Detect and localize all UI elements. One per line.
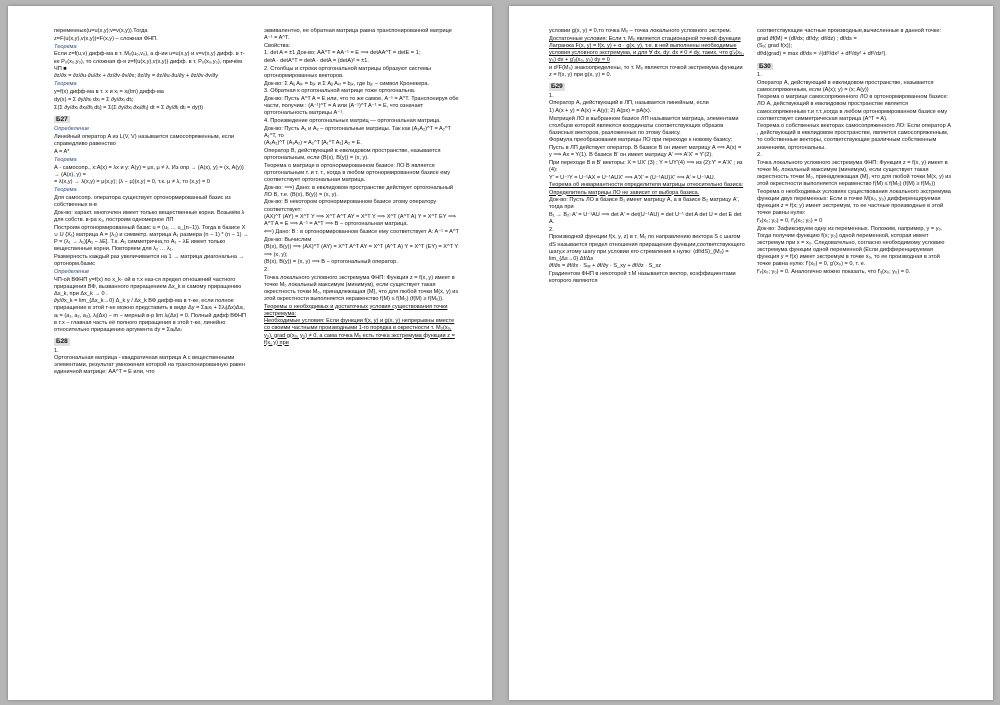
section-heading: Б28 [56, 338, 68, 346]
paragraph: Ортогональная матрица - квадратичная матрица A с вещественными элементами, результат умножения которой на транспонированную равен единичной матрице: AA^T = E или, что [54, 355, 245, 376]
paragraph: 1. [54, 347, 59, 354]
subheading: Определение [54, 268, 90, 275]
subheading: Теорема [54, 187, 77, 194]
paragraph: Размерность каждый раз увеличивается на 1 → матрица диагональна → ортонорм.базис [54, 253, 245, 267]
paragraph: 1. det A = ±1 Док-во: AA^T = AA⁻¹ = E ⟹ detAA^T = detE = 1; [264, 50, 421, 57]
paragraph: и d²F(M₀) знакоопределены, то т. M₀ является точкой экстремума функции z = f(x, y) при g(x, y) = 0. [549, 64, 743, 78]
section-heading: Б29 [551, 83, 563, 91]
paragraph: 2. [757, 152, 762, 159]
paragraph: 1. [549, 92, 554, 99]
paragraph: Свойства: [264, 42, 291, 49]
paragraph: Док-во: Зафиксируем одну из переменных. Положим, например, y = y₀. Тогда получим функцию f(x; y₀) одной переменной, которая имеет экстремум при x = x₀. Следовательно, согласно необходимому условию экстремума функции одной переменной (Если дифференцируемая функция y = f(x) имеет экстремум в точке x₀, то ее производная в этой точке равна нулю: f'(x₀) = 0, g'(x₀) = 0, т. е. [757, 225, 945, 268]
paragraph: Точка локального условного экстремума ФНП: Функция z = f(x, y) имеет в точке M₀ локальный максимум (минимум), если существует такая окрестность точки M₀, принадлежащая {M}, что для любой точки M(x, y) из этой окрестности выполняется неравенство f(M) ≤ f(M₀) (f(M) ≥ f(M₀)) [757, 159, 951, 188]
paragraph: При переходе B в B' векторы: X = UX' (3) ; Y = UY'(4) ⟹ из (2):Y' = A'X' ; из (4): [549, 159, 743, 174]
paragraph: Формула преобразования матрицы ЛО при переходе к новому базису: [549, 137, 733, 144]
paragraph: Оператор A, действующий в евклидовом пространстве, называется самосопряженным, если (A(x); y) = (x; A(y)) [757, 79, 934, 93]
paragraph: Док-во: Вычислим [264, 236, 312, 243]
column [757, 28, 953, 696]
paragraph: Оператор B, действующий в евклидовом пространстве, называется ортогональным, если (B(x), B(y)) = (x, y). [264, 148, 441, 162]
paragraph: переменных(u=u(x,y);v=v(x,y)).Тогда [54, 28, 148, 34]
paragraph: Док-во: ⟹) Дано: в евклидовом пространстве действует ортогональный ЛО B, т.е. (B(x), B(y)) = (x, y). [264, 184, 454, 198]
paragraph: (AX)^T (AY) = X^T Y ⟹ X^T A^T AY = X^T Y ⟹ X^T (A^T A) Y = X^T EY ⟹ A^T A = E ⟹ A⁻¹ = A^T ⟹ B – ортогональная матрица. [264, 214, 456, 228]
paragraph: условии g(x, y) = 0,то точка M₀ – точка локального условного экстрем. [549, 28, 732, 34]
paragraph: Док-во: характ. многочлен имеет только вещественные корни. Возьмём λ для собств. в-ра x₁, построим одномерное ЛП [54, 209, 245, 223]
paragraph: Теоремы о необходимых и достаточных условия существования точки экстремума: [264, 303, 448, 317]
paragraph: Достаточные условия: Если т. M₀ является стационарной точкой функции Лагранжа F(x, y) = f(x, y) + α · g(x, y), т.е. в ней выполнены необходимые условия условного экстремума, и для ∀ dx, dy: dx ≠ 0 ≠ dy, таких, что g'ₓ(x₀, y₀) dx + g'ᵧ(x₀, y₀) dy = 0 [549, 35, 744, 63]
paragraph: Точка локального условного экстремума ФНП: Функция z = f(x, y) имеет в точке M₀ локальный максимум (минимум), если существует такая окрестность точки M₀, принадлежащая {M}, что для любой точки M(x, y) из этой окрестности выполняется неравенство f(M) ≤ f(M₀) (f(M) ≥ f(M₀)). [264, 274, 458, 302]
paragraph: (B(x), B(y)) ⟹ (AX)^T (AY) = X^T A^T AY = X^T (A^T A) Y = X^T (EY) = X^T Y ⟹ (x, y); [264, 244, 459, 258]
paragraph: ⟸) Дано: B : в ортонормированном базисе ему соответствует A: A⁻¹ = A^T [264, 229, 459, 236]
paragraph: (A₁A₂)^T (A₁A₂) = A₂^T [A₁^T A₁] A₂ = E. [264, 140, 362, 147]
column [549, 28, 745, 696]
paragraph: Y' = U⁻¹Y = U⁻¹AX = U⁻¹AUX' ⟹ A'X' = (U⁻¹AU)X' ⟹ A' = U⁻¹AU. [549, 174, 716, 181]
paragraph: detA · detA^T = detA · detA = (detA)² = ±1. [264, 58, 369, 65]
paragraph: 4. Произведение ортогональных матриц — ортогональная матрица. [264, 117, 441, 124]
paragraph: Для самосопр. оператора существует ортонормированный базис из собственных в-в [54, 195, 231, 209]
paragraph: z=F(u(x,y),v(x,y))=F(x,y) – сложная ФНП. [54, 35, 158, 42]
paragraph: y=f(x) дифф-ма в т. x и xᵢ = xᵢ(tm) дифф-ма [54, 89, 164, 96]
paragraph: Необходимые условия: Если функции f(x, y) и g(x, y) непрерывны вместе со своими частными производными 1-го порядка в окрестности т. M₀(x₀, y₀), grad g(x₀, y₀) ≠ 0, а сама точка M₀ есть точка экстремума функции z = f(x, y) при [264, 318, 455, 346]
paragraph: Градиентом ФНП в некоторой т.M называется вектор, коэффициентами которого являются [549, 271, 736, 285]
subheading: Определение [54, 126, 90, 133]
paragraph: f'ₓ(x₀; y₀) = 0, f'ᵧ(x₀; y₀) = 0 [757, 217, 823, 224]
paragraph: Док-во: В некотором ортонормированном базисе этому оператору соответствует: [264, 199, 437, 213]
paragraph: Док-во: Пусть ЛО в базисе B₁ имеет матрицу A, а в базисе B₂ матрицу A', тогда при [549, 197, 740, 211]
paragraph: 2. [549, 226, 554, 233]
paragraph: Теорема о собственных векторах самосопряженного ЛО: Если оператор A , действующий в евклидовом пространстве, является самосопряженным, то собственные векторы, соответствующие различным собственным значениям, ортогональны. [757, 123, 951, 151]
paragraph: Пусть в ЛП действует оператор. В базисе B он имеет матрицу A ⟹ A(x) = y ⟹ Ax = Y(1). В базисе B' он имеет матрицу A' ⟹ A'X' = Y'(2). [549, 145, 742, 159]
paragraph: ЧП-ой ВФНП y=f(x) по x_k- ой в т.x наз-ся предел отношений частного приращения ВФ, вызванного приращением Δx_k в самому приращению Δx_k, при Δx_k → 0 . [54, 276, 242, 297]
page-left [8, 6, 492, 700]
paragraph: f'ₓ(x₀; y₀) = 0. Аналогично можно показать, что f'ᵧ(x₀; y₀) = 0. [757, 268, 911, 275]
paragraph: Док-во: Σ Aᵢⱼ Aᵢₖ = bⱼₖ и Σ Aⱼᵢ Aₖᵢ = bⱼₖ, где bⱼₖ – символ Кронекера. [264, 80, 430, 87]
column [264, 28, 460, 696]
paragraph: = λ(x,y) → λ(x,y) = μ(x,y); (λ − μ)(x,y) = 0, т.к. μ ≠ λ, то (x,y) = 0 [54, 179, 210, 186]
paragraph: Производной функции f(x, y, z) в т. M₀ по направлению вектора S с шагом dS называется предел отношения приращения функции,соответствующего шагу,к этому шагу при условии его стремления к нулю: (df/dS)_{M₀} = lim_{Δs→0} Δf/Δs [549, 234, 745, 262]
column [54, 28, 250, 696]
paragraph: dy(x) = Σ ∂y/∂xᵢ dxᵢ = Σ ∂y/∂xᵢ dtᵢ; [54, 96, 134, 103]
paragraph: ∂y/∂x_k = lim_{Δx_k→0} Δ_k y / Δx_k ВФ дифф-ма в т-ке, если полное приращение в этой т-ке можно представить в виде Δy = Σaᵢxᵢ + Σλᵢ(Δx)Δxᵢ, aᵢ = (a₁, a₂, a₃), λᵢ(Δx) − m − мерный в-р lim λᵢ(Δx) = 0. Полный дифф ВФНП в т.x – главная часть её полного приращения в этой т-ке, линейно относительно приращению аргумента dy = ΣaᵢΔxᵢ [54, 298, 247, 333]
paragraph: 1) A(x + y) = A(x) + A(y); 2) A(px) = pA(x). [549, 107, 652, 114]
subheading: Теорема [54, 156, 77, 163]
subheading: Теорема [54, 43, 77, 50]
paragraph: соответствующие частные производные,вычисленные в данной точке: [757, 28, 941, 34]
paragraph: A = A* [54, 148, 70, 155]
paragraph: Если z=f(u,v) дифф-ма в т. M₀(u₀,v₀), а ф-ии u=u(x,y) и v=v(x,y) дифф. в т-ке P₀(x₀,y₀), то сложная ф-я z=f(u(x,y),v(x,y)) дифф. в т. P₀(x₀,y₀), причём ЧП ■ [54, 51, 245, 72]
paragraph: Теорема о необходимых условиях существования локального экстремума функции двух переменных: Если в точке M(x₀, y₀) дифференцируемая функция z = f(x; y) имеет экстремум, то ее частные производные в этой точке равны нулю: [757, 188, 951, 217]
paragraph: Теорема об инвариантности определителя матрицы относительно базиса: Определитель матрицы ЛО не зависит от выбора базиса. [549, 182, 744, 196]
paragraph: Линейный оператор A из L(V, V) называется самосопряженным, если справедливо равенство [54, 133, 234, 148]
section-heading: Б30 [759, 62, 771, 70]
paragraph: Оператор A, действующий в ЛП, называется линейным, если [549, 100, 709, 107]
paragraph: (Sₒ; grad f(x)); [757, 43, 793, 50]
paragraph: grad ∂f(M) = (df/dx; df/dy; df/dz) ; df/ds = [757, 35, 857, 42]
paragraph: Теорема о матрице самосопряженного ЛО в ортонормированном базисе: ЛО A, действующий в евклидовом пространстве является самосопряженным т.и т.т.,когда в любом ортонормированном базисе ему соответствует симметрическая матрица (A^T = A). [757, 94, 949, 122]
paragraph: Σ(Σ ∂y/∂xᵢ ∂xᵢ/∂tᵢ dtᵢ) = Σ(Σ ∂y/∂xᵢ ∂xᵢ/∂tᵢ) dt = Σ ∂y/∂tᵢ dtᵢ = dy(t) [54, 104, 204, 111]
paragraph: Матрицей ЛО в выбранном базисе ЛП называется матрица, элементами столбцов которой являются координаты соответствующих образов базисных векторов, разложенных по этому базису. [549, 115, 739, 136]
paragraph: Док-во: Пусть A^T A = E или, что то же самое, A⁻¹ = A^T. Транспонируя обе части, получим : (A⁻¹)^T = A или (A⁻¹)^T A⁻¹ = E, что означает ортогональность матрицы A⁻¹. [264, 96, 459, 117]
paragraph: 2. Столбцы и строки ортогональной матрицы образуют системы ортонормированных векторов. [264, 65, 431, 79]
paragraph: 1. [757, 71, 762, 78]
paragraph: А - самосопр., x:A(x) = λx и y: A(y) = μx, μ ≠ λ. Из опр → (A(x), y) = (x, A(y)) → (A(x), y) = [54, 164, 244, 178]
paragraph: 2. [264, 266, 269, 273]
section-heading: Б27 [56, 116, 68, 124]
paragraph: Построим ортонормированный базис u = (u₁ … u_{n−1}). Тогда в базисе X ∪ U {X₁} матрица A = (λ₁) и симметр. матрица A₁ размера (n − 1) * (n − 1) → P = (λ₁ → λ₁)[A₁ − λE]. Т.к. A₁ симметрична,то A₁ − λE имеет только вещественные корни. Повторяем для λ₂ … λ₁. [54, 224, 249, 252]
paragraph: df/d(grad) = max df/ds = √(df²/dx² + df²/dy² + df²/dz²). [757, 51, 887, 58]
subheading: Теорема [54, 81, 77, 88]
paragraph: ∂f/∂s = ∂f/∂x · Sₓₓ + ∂f/∂y · S_xy + ∂f/∂z · S_xz [549, 263, 662, 270]
paragraph: Док-во: Пусть A₁ и A₂ – ортогональные матрицы. Так как (A₁A₂)^T = A₂^T A₁^T, то [264, 125, 451, 139]
paragraph: Теорема о матрице в ортонормированном базисе: ЛО B является ортогональным т. и т. т., когда в любом ортонормированном базисе ему соответствует ортогональная матрица. [264, 162, 451, 183]
paragraph: B₁ → B₂: A' = U⁻¹AU ⟹ det A' = det(U⁻¹AU) = det U⁻¹ det A det U = det E det A. [549, 211, 742, 226]
page-right [509, 6, 993, 700]
paragraph: (B(x), B(y)) = (x, y) ⟹ B – ортогональный оператор. [264, 259, 398, 266]
paragraph: 3. Обратная к ортогональной матрице тоже ортогональна. [264, 88, 416, 95]
paragraph: ∂z/∂x = ∂z/∂u·∂u/∂x + ∂z/∂v·∂v/∂x; ∂z/∂y = ∂z/∂u·∂u/∂y + ∂z/∂v·∂v/∂y [54, 73, 219, 80]
paragraph: эквивалентно, ее обратная матрица равна транспонированной матрице A⁻¹ = A^T. [264, 28, 452, 42]
